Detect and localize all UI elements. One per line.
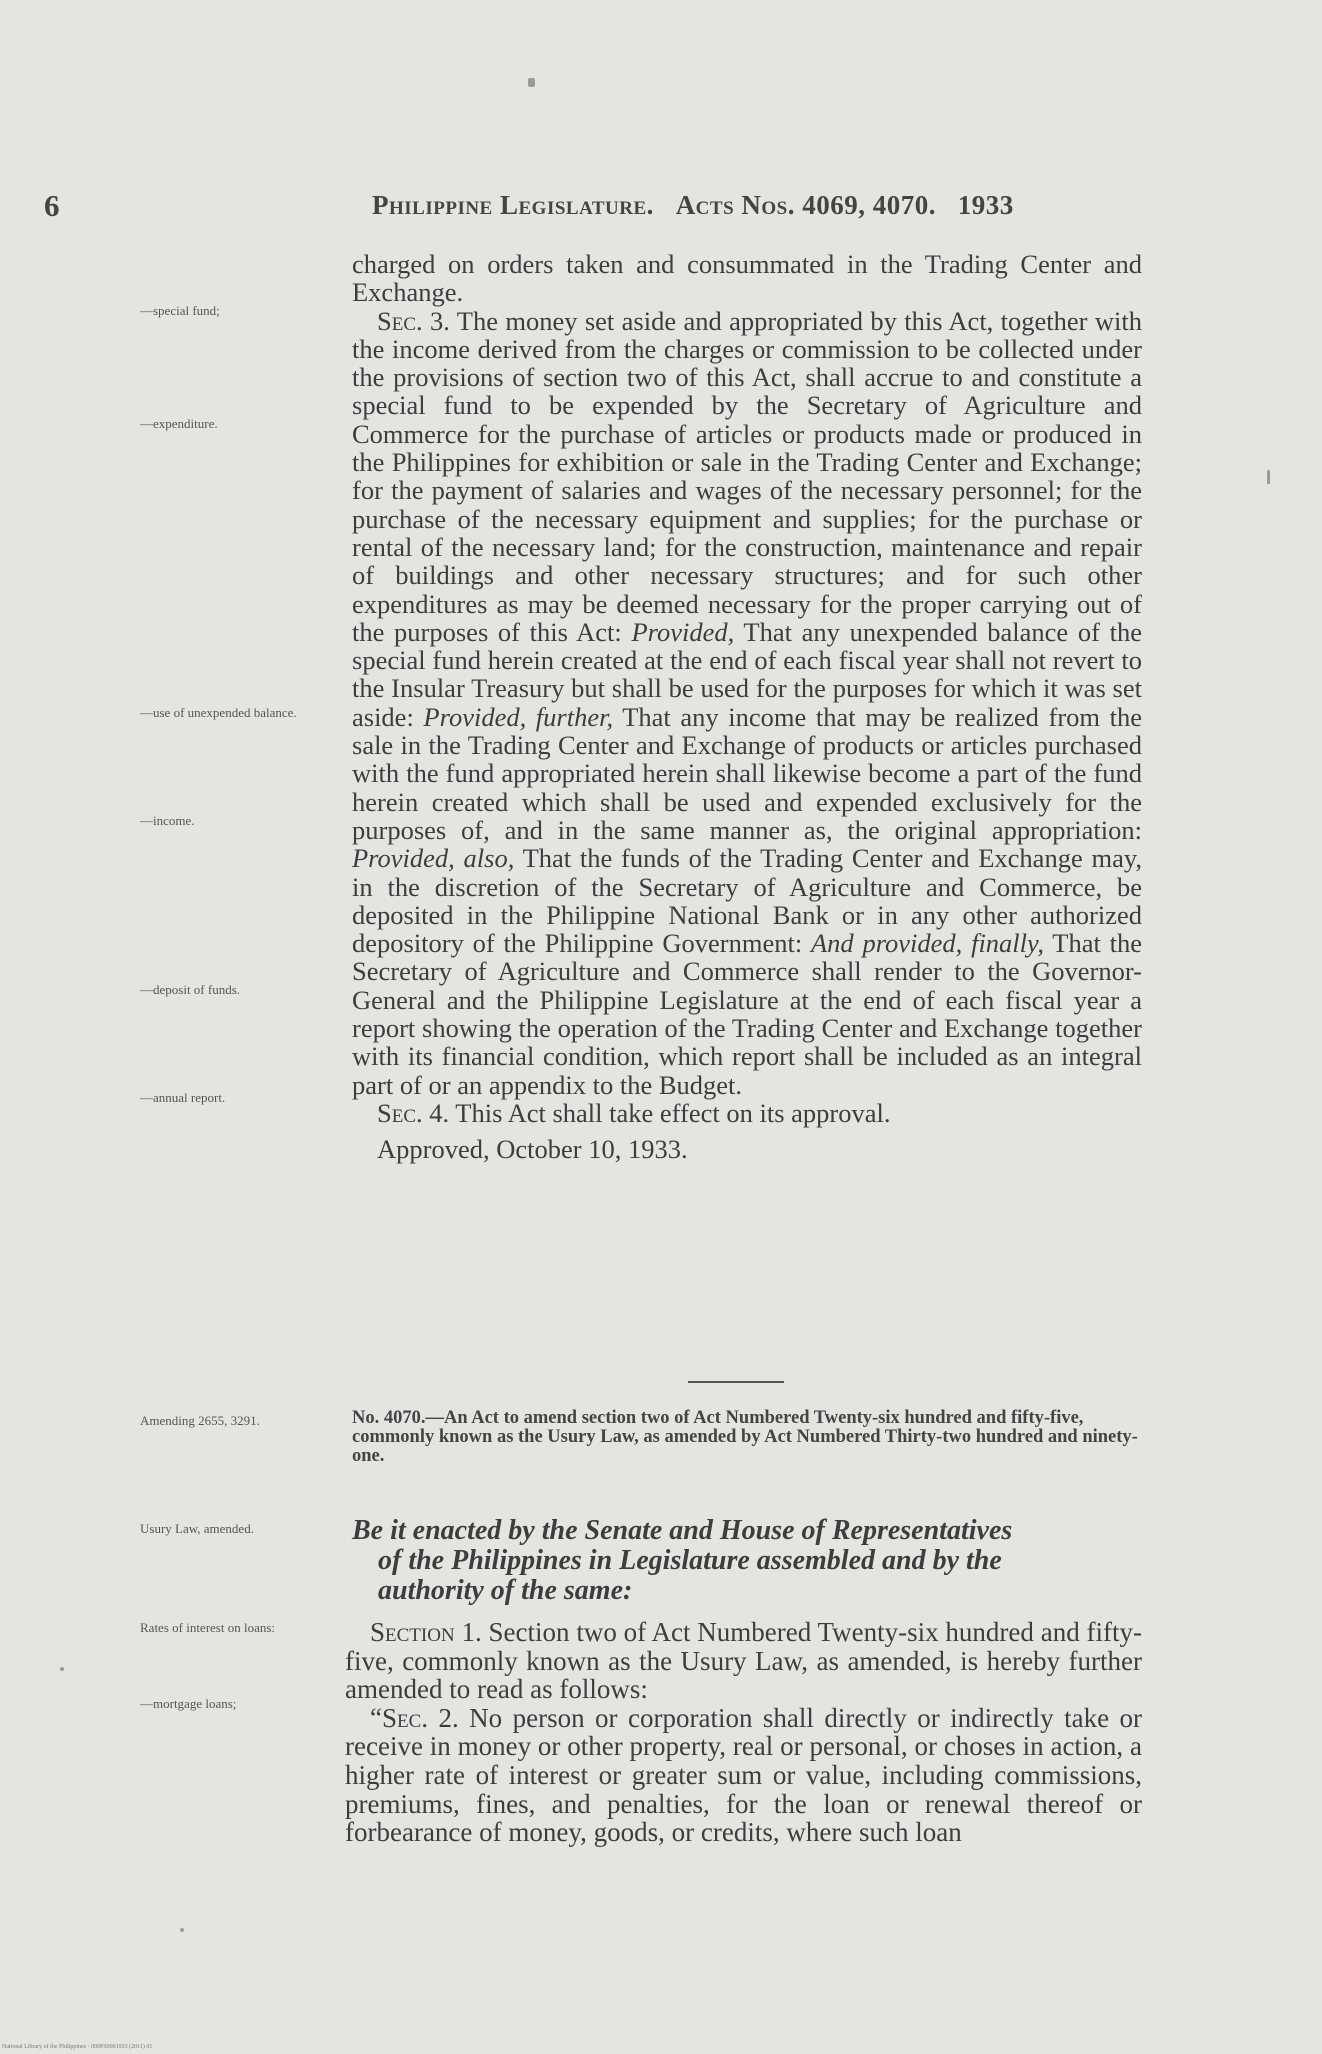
enacting-line-3: authority of the same: xyxy=(378,1575,633,1606)
proviso-4: And provided, finally, xyxy=(811,928,1044,959)
section-1-label: Section 1. xyxy=(370,1617,482,1647)
running-header xyxy=(372,190,1142,221)
sec-3-text-1: The money set aside and appropriated by this Act, together with the income derived from the charges or commission to be collected under the provisions of section two of this Act, shall accrue to and constitute a special fund to be expended by the Secretary of Agriculture and Commerce for the purchase of articles or products made or produced in the Philippines for exhibition or sale in the Trading Center and Exchange; for the payment of salaries and wages of the necessary personnel; for the purchase of the necessary equipment and supplies; for the purchase or rental of the necessary land; for the construction, maintenance and repair of buildings and other necessary structures; and for such other expenditures as may be deemed necessary for the proper carrying out of the purposes of this Act: xyxy=(352,305,1142,647)
quoted-sec-2-text: No person or corporation shall directly or indirectly take or receive in money or other property, real or personal, or choses in action, a higher rate of interest or greater sum or value, including commissions, premiums, fines, and penalties, for the loan or renewal thereof or forbearance of money, goods, or credits, where such loan xyxy=(345,1702,1142,1848)
sec-4-text: This Act shall take effect on its approval. xyxy=(449,1097,891,1128)
header-year: 1933 xyxy=(957,190,1014,220)
enacting-line-2: of the Philippines in Legislature assembled and by the xyxy=(378,1545,1002,1576)
section-3-text xyxy=(352,250,1142,1164)
sec-3-text-4: That the funds of the Trading Center and Exchange may, in the discretion of the Secretary of Agriculture and Commerce, be deposited in the Philippine National Bank or in any other authorized depository of the Philippine Government: xyxy=(352,843,1142,959)
sec-3-text-2: That any unexpended balance of the special fund herein created at the end of each fiscal year shall not revert to the Insular Treasury but shall be used for the purposes for which it was set aside: xyxy=(352,616,1142,732)
approved-line: Approved, October 10, 1933. xyxy=(377,1134,688,1165)
scan-speck xyxy=(528,78,535,87)
margin-note-expenditure: —expenditure. xyxy=(140,416,218,431)
sec-3-text-3: That any income that may be realized from the sale in the Trading Center and Exchange of products or articles purchased with the fund appropriated herein shall likewise become a part of the fund herein created which shall be used and expended exclusively for the purposes of, and in the same manner as, the original appropriation: xyxy=(352,701,1142,845)
enacting-clause xyxy=(352,1516,1142,1606)
margin-note-amending: Amending 2655, 3291. xyxy=(140,1413,260,1428)
section-divider xyxy=(688,1381,784,1383)
margin-note-usury-law: Usury Law, amended. xyxy=(140,1521,254,1536)
margin-note-income: —income. xyxy=(140,813,195,828)
section-3-paragraph xyxy=(352,307,1142,1099)
margin-note-unexpended: —use of unexpended balance. xyxy=(140,705,297,720)
sec-3-text-5: That the Secretary of Agriculture and Commerce shall render to the Governor-General and the Philippine Legislature at the end of each fiscal year a report showing the operation of the Trading Center and Exchange together with its financial condition, which report shall be included as an integral part of or an appendix to the Budget. xyxy=(352,928,1142,1100)
enacting-line-1: Be it enacted by the Senate and House of Representatives xyxy=(352,1515,1013,1546)
section-1-paragraph xyxy=(345,1618,1142,1704)
section-1-text: Section two of Act Numbered Twenty-six hundred and fifty-five, commonly known as the Usury Law, as amended, is hereby further amended to read as follows: xyxy=(345,1617,1142,1705)
scan-speck xyxy=(180,1928,184,1932)
quoted-section-2 xyxy=(345,1704,1142,1847)
scan-footer: National Library of the Philippines · 000PS0001933 (2011) 01 xyxy=(2,2044,153,2050)
page-number: 6 xyxy=(44,188,60,223)
header-acts: Acts Nos. 4069, 4070. xyxy=(675,190,936,220)
proviso-3: Provided, also, xyxy=(352,843,515,874)
margin-note-annual-report: —annual report. xyxy=(140,1090,226,1105)
margin-note-rates: Rates of interest on loans: xyxy=(140,1620,276,1635)
scan-speck xyxy=(60,1667,64,1671)
margin-note-mortgage: —mortgage loans; xyxy=(140,1696,237,1711)
act-4070-section-1 xyxy=(345,1618,1142,1847)
proviso-2: Provided, further, xyxy=(423,701,614,732)
act-4070-heading: No. 4070.—An Act to amend section two of Act Numbered Twenty-six hundred and fifty-five, commonly known as the Usury Law, as amended by Act Numbered Thirty-two hundred and ninety-one. xyxy=(352,1408,1138,1466)
scan-speck xyxy=(1267,470,1270,484)
sec-4-label: Sec. 4. xyxy=(377,1097,450,1128)
opening-paragraph: charged on orders taken and consummated in the Trading Center and Exchange. xyxy=(352,249,1142,308)
header-title: Philippine Legislature. xyxy=(372,190,654,220)
margin-note-special-fund: —special fund; xyxy=(140,303,220,318)
quoted-sec-2-label: “Sec. 2. xyxy=(370,1702,459,1733)
section-4-paragraph xyxy=(352,1099,1142,1127)
margin-note-deposit: —deposit of funds. xyxy=(140,982,241,997)
proviso-1: Provided, xyxy=(631,616,735,647)
sec-3-label: Sec. 3. xyxy=(377,305,450,336)
